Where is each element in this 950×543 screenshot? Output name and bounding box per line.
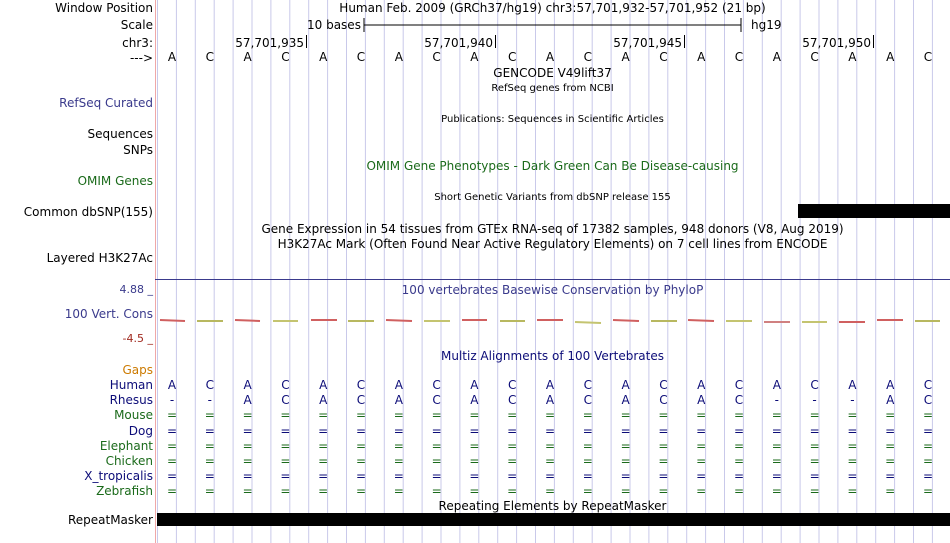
base-letter: C <box>659 50 668 64</box>
alignment-base: = <box>885 438 896 453</box>
alignment-base: = <box>544 469 556 484</box>
alignment-base: C <box>507 393 517 408</box>
alignment-base: = <box>204 484 215 499</box>
alignment-base: = <box>922 423 934 438</box>
base-letter: C <box>734 50 744 64</box>
window-position-label: Window Position <box>55 1 153 15</box>
alignment-base: = <box>847 438 858 453</box>
alignment-base: = <box>318 408 329 423</box>
base-letter: A <box>470 50 479 64</box>
alignment-base: A <box>319 378 328 392</box>
alignment-base: C <box>923 378 933 392</box>
alignment-base: = <box>355 438 367 453</box>
alignment-base: = <box>318 423 329 438</box>
alignment-base: = <box>280 438 291 453</box>
alignment-base: A <box>848 378 857 392</box>
alignment-base: C <box>583 393 592 408</box>
alignment-base: = <box>431 454 442 468</box>
snps-label[interactable]: SNPs <box>123 143 153 157</box>
alignment-base: = <box>847 454 858 468</box>
base-letter: A <box>167 50 177 64</box>
alignment-base: = <box>733 408 745 423</box>
alignment-base: = <box>771 469 782 484</box>
alignment-base: = <box>242 454 253 468</box>
scale-assembly: hg19 <box>751 18 782 32</box>
species-label-dog[interactable]: Dog <box>128 423 153 438</box>
alignment-base: = <box>733 484 745 499</box>
alignment-base: = <box>658 408 669 423</box>
conservation-wiggle <box>155 314 950 328</box>
alignment-base: = <box>922 438 934 453</box>
alignment-base: = <box>393 438 404 453</box>
alignment-base: = <box>469 484 480 499</box>
alignment-base: = <box>431 484 442 499</box>
alignment-base: A <box>545 393 555 408</box>
alignment-base: = <box>544 438 556 453</box>
alignment-base: A <box>886 378 895 392</box>
alignment-base: = <box>393 423 404 438</box>
alignment-base: = <box>242 423 253 438</box>
base-letter: C <box>281 50 290 64</box>
alignment-base: A <box>319 393 328 408</box>
alignment-base: = <box>204 408 215 423</box>
base-letter: A <box>545 50 555 64</box>
ruler-tick <box>306 35 307 48</box>
alignment-base: = <box>658 423 669 438</box>
alignment-base: = <box>166 423 178 438</box>
dbsnp-track-title[interactable]: Short Genetic Variants from dbSNP release 155 <box>434 192 671 203</box>
alignment-base: C <box>281 393 290 408</box>
alignment-base: = <box>885 423 896 438</box>
sequences-label[interactable]: Sequences <box>87 127 153 141</box>
alignment-base: = <box>280 423 291 438</box>
ruler-tick <box>495 35 496 48</box>
alignment-base: = <box>771 484 782 499</box>
alignment-base: A <box>167 378 177 392</box>
alignment-base: = <box>620 438 631 453</box>
chromosome-label: chr3: <box>122 36 153 50</box>
alignment-base: = <box>469 438 480 453</box>
alignment-base: = <box>166 484 178 499</box>
alignment-base: - <box>850 393 855 408</box>
alignment-base: = <box>582 423 593 438</box>
alignment-base: = <box>696 454 707 468</box>
conservation-min-label: -4.5 _ <box>122 332 153 345</box>
ruler-tick <box>684 35 685 48</box>
species-label-elephant[interactable]: Elephant <box>99 438 153 453</box>
alignment-base: C <box>659 393 668 408</box>
alignment-base: = <box>544 484 556 499</box>
alignment-base: A <box>697 393 706 408</box>
alignment-base: = <box>318 484 329 499</box>
alignment-base: = <box>582 408 593 423</box>
alignment-base: = <box>469 408 480 423</box>
base-letter: C <box>356 50 366 64</box>
alignment-base: = <box>809 469 820 484</box>
alignment-base: C <box>432 393 441 408</box>
alignment-base: = <box>809 454 820 468</box>
omim-track-title[interactable]: OMIM Gene Phenotypes - Dark Green Can Be Disease-causing <box>366 159 739 173</box>
alignment-base: = <box>469 423 480 438</box>
alignment-base: = <box>544 408 556 423</box>
alignment-base: = <box>507 423 518 438</box>
alignment-base: = <box>696 469 707 484</box>
alignment-base: = <box>242 469 253 484</box>
alignment-base: = <box>204 438 215 453</box>
alignment-base: = <box>885 484 896 499</box>
base-letter: C <box>583 50 592 64</box>
alignment-base: = <box>733 454 745 468</box>
alignment-base: = <box>431 408 442 423</box>
ruler-position-label: 57,701,945 <box>613 36 682 50</box>
alignment-base: = <box>885 469 896 484</box>
conservation-max-label: 4.88 _ <box>119 283 153 296</box>
base-letter: A <box>772 50 781 64</box>
alignment-base: = <box>318 454 329 468</box>
base-letter: C <box>810 50 819 64</box>
alignment-base: = <box>582 469 593 484</box>
alignment-base: = <box>280 454 291 468</box>
base-letter: C <box>507 50 517 64</box>
alignment-base: = <box>507 469 518 484</box>
track-divider <box>155 279 950 280</box>
alignment-base: = <box>885 454 896 468</box>
alignment-base: A <box>886 393 895 408</box>
alignment-base: = <box>809 423 820 438</box>
base-letter: A <box>319 50 328 64</box>
alignment-base: C <box>659 378 668 392</box>
alignment-base: A <box>545 378 555 392</box>
alignment-base: C <box>205 378 214 392</box>
dbsnp-label[interactable]: Common dbSNP(155) <box>23 205 153 219</box>
alignment-base: = <box>204 469 215 484</box>
alignment-base: = <box>809 408 820 423</box>
alignment-base: = <box>507 438 518 453</box>
alignment-base: C <box>734 378 744 392</box>
alignment-base: = <box>771 454 782 468</box>
alignment-base: = <box>582 438 593 453</box>
conservation-track-title[interactable]: 100 vertebrates Basewise Conservation by PhyloP <box>401 283 704 297</box>
alignment-base: = <box>847 408 858 423</box>
alignment-base: = <box>469 469 480 484</box>
alignment-base: = <box>771 438 782 453</box>
alignment-base: = <box>431 423 442 438</box>
alignment-base: = <box>393 454 404 468</box>
alignment-base: C <box>583 378 592 392</box>
species-label-zebrafish[interactable]: Zebrafish <box>96 484 153 499</box>
alignment-base: = <box>696 484 707 499</box>
alignment-base: = <box>355 484 367 499</box>
base-letter: A <box>394 50 403 64</box>
alignment-base: = <box>620 454 631 468</box>
alignment-base: = <box>696 408 707 423</box>
alignment-base: A <box>470 378 479 392</box>
scale-bar <box>363 17 743 33</box>
base-letter: A <box>848 50 857 64</box>
alignment-base: = <box>809 484 820 499</box>
species-label-human[interactable]: Human <box>109 378 153 392</box>
alignment-base: = <box>544 454 556 468</box>
h3k27ac-track-title[interactable]: H3K27Ac Mark (Often Found Near Active Regulatory Elements) on 7 cell lines from ENCODE <box>277 237 828 251</box>
alignment-base: = <box>847 469 858 484</box>
base-letter: A <box>243 50 252 64</box>
window-position-value: Human Feb. 2009 (GRCh37/hg19) chr3:57,701,932-57,701,952 (21 bp) <box>339 1 766 15</box>
refseq-track-subtitle[interactable]: RefSeq genes from NCBI <box>491 83 614 94</box>
alignment-base: = <box>469 454 480 468</box>
alignment-base: = <box>166 454 178 468</box>
alignment-base: C <box>356 393 366 408</box>
strand-arrow: ---> <box>129 51 153 65</box>
alignment-base: = <box>620 408 631 423</box>
alignment-base: = <box>393 484 404 499</box>
multiz-track-title[interactable]: Multiz Alignments of 100 Vertebrates <box>440 349 665 363</box>
alignment-base: C <box>281 378 290 392</box>
ruler-position-label: 57,701,940 <box>424 36 493 50</box>
alignment-base: = <box>280 484 291 499</box>
alignment-base: = <box>166 469 178 484</box>
alignment-base: = <box>242 408 253 423</box>
alignment-base: = <box>620 423 631 438</box>
species-label-mouse[interactable]: Mouse <box>114 408 153 423</box>
alignment-base: A <box>394 378 403 392</box>
alignment-base: = <box>204 423 215 438</box>
base-letter: C <box>205 50 214 64</box>
alignment-base: = <box>733 438 745 453</box>
repeatmasker-element-bar[interactable] <box>157 513 950 526</box>
alignment-base: = <box>771 423 782 438</box>
alignment-base: = <box>242 438 253 453</box>
alignment-base: = <box>204 454 215 468</box>
alignment-base: = <box>318 469 329 484</box>
ruler-position-label: 57,701,950 <box>802 36 871 50</box>
alignment-base: = <box>393 408 404 423</box>
alignment-base: = <box>771 408 782 423</box>
alignment-base: = <box>696 423 707 438</box>
conservation-label[interactable]: 100 Vert. Cons <box>64 307 153 321</box>
alignment-base: = <box>355 408 367 423</box>
base-letter: A <box>697 50 706 64</box>
alignment-base: A <box>243 378 252 392</box>
alignment-base: C <box>507 378 517 392</box>
alignment-base: = <box>885 408 896 423</box>
alignment-base: = <box>355 469 367 484</box>
refseq-curated-label[interactable]: RefSeq Curated <box>59 96 153 110</box>
base-letter: A <box>886 50 895 64</box>
alignment-base: = <box>696 438 707 453</box>
alignment-base: = <box>658 469 669 484</box>
alignment-base: A <box>243 393 252 408</box>
ruler-tick <box>873 35 874 48</box>
alignment-base: - <box>774 393 779 408</box>
alignment-base: = <box>166 438 178 453</box>
base-letter: A <box>621 50 630 64</box>
repeatmasker-label[interactable]: RepeatMasker <box>67 513 153 527</box>
alignment-base: = <box>658 438 669 453</box>
alignment-base: A <box>697 378 706 392</box>
alignment-base: = <box>922 469 934 484</box>
species-label-x_tropicalis[interactable]: X_tropicalis <box>84 469 153 484</box>
publications-track-title[interactable]: Publications: Sequences in Scientific Articles <box>441 114 664 125</box>
alignment-base: A <box>621 378 630 392</box>
alignment-base: = <box>544 423 556 438</box>
alignment-base: C <box>356 378 366 392</box>
alignment-base: A <box>621 393 630 408</box>
gaps-label[interactable]: Gaps <box>122 363 153 377</box>
base-letter: C <box>923 50 933 64</box>
alignment-base: = <box>166 408 178 423</box>
h3k27ac-label[interactable]: Layered H3K27Ac <box>46 251 153 265</box>
alignment-base: = <box>393 469 404 484</box>
alignment-base: = <box>809 438 820 453</box>
alignment-base: = <box>318 438 329 453</box>
alignment-base: A <box>772 378 781 392</box>
alignment-base: = <box>431 469 442 484</box>
alignment-base: = <box>847 423 858 438</box>
alignment-base: = <box>922 484 934 499</box>
alignment-base: = <box>922 408 934 423</box>
alignment-base: - <box>812 393 817 408</box>
gencode-track-title[interactable]: GENCODE V49lift37 <box>493 66 612 80</box>
alignment-base: = <box>507 484 518 499</box>
alignment-base: = <box>280 469 291 484</box>
species-label-chicken[interactable]: Chicken <box>105 454 153 468</box>
alignment-base: = <box>431 438 442 453</box>
alignment-base: = <box>582 454 593 468</box>
alignment-base: = <box>658 484 669 499</box>
dbsnp-variant-bar[interactable] <box>798 204 950 218</box>
repeatmasker-track-title[interactable]: Repeating Elements by RepeatMasker <box>438 499 667 513</box>
alignment-base: = <box>847 484 858 499</box>
alignment-base: = <box>355 423 367 438</box>
scale-label: Scale <box>120 18 153 32</box>
alignment-base: = <box>658 454 669 468</box>
alignment-base: = <box>280 408 291 423</box>
alignment-base: A <box>470 393 479 408</box>
alignment-base: = <box>620 469 631 484</box>
scale-bases-text: 10 bases <box>307 18 361 32</box>
alignment-base: - <box>207 393 212 408</box>
alignment-base: = <box>355 454 367 468</box>
alignment-base: C <box>734 393 744 408</box>
species-label-rhesus[interactable]: Rhesus <box>109 393 153 408</box>
alignment-base: = <box>507 408 518 423</box>
alignment-base: = <box>242 484 253 499</box>
alignment-base: = <box>582 484 593 499</box>
alignment-base: = <box>733 469 745 484</box>
alignment-base: = <box>507 454 518 468</box>
alignment-base: = <box>922 454 934 468</box>
ruler-position-label: 57,701,935 <box>235 36 304 50</box>
alignment-base: A <box>394 393 403 408</box>
alignment-base: C <box>923 393 933 408</box>
alignment-base: - <box>169 393 175 408</box>
base-letter: C <box>432 50 441 64</box>
alignment-base: C <box>810 378 819 392</box>
omim-genes-label[interactable]: OMIM Genes <box>77 174 153 188</box>
alignment-base: C <box>432 378 441 392</box>
alignment-base: = <box>733 423 745 438</box>
gtex-track-title[interactable]: Gene Expression in 54 tissues from GTEx RNA-seq of 17382 samples, 948 donors (V8, Aug 2019) <box>261 222 844 236</box>
alignment-base: = <box>620 484 631 499</box>
